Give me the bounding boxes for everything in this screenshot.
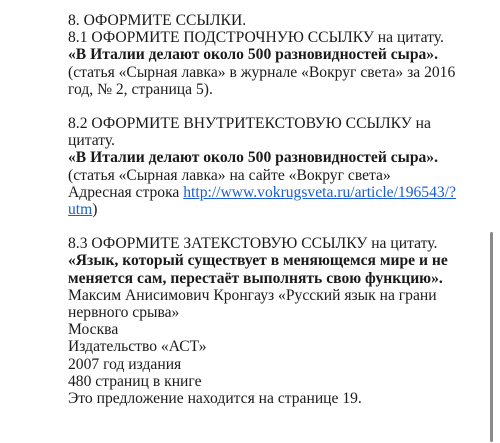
section-heading: 8. ОФОРМИТЕ ССЫЛКИ. — [68, 12, 247, 29]
article-url-link[interactable]: http://www.vokrugsveta.ru/article/196543/? — [183, 183, 456, 201]
task1-title: 8.1 ОФОРМИТЕ ПОДСТРОЧНУЮ ССЫЛКУ на цитату. — [68, 29, 444, 47]
task2-address-line2 — [68, 201, 488, 218]
address-label: Адресная строка — [68, 183, 184, 201]
task3-author-line2: нервного срыва» — [68, 304, 180, 322]
paragraph-gap — [68, 98, 488, 115]
task2-title-line2: цитату. — [68, 132, 115, 150]
task3-year: 2007 год издания — [68, 355, 182, 373]
task3-author-line1: Максим Анисимович Кронгауз «Русский язык на грани — [68, 286, 437, 304]
task3-city: Москва — [68, 321, 119, 339]
task3-quote-line2: меняется сам, перестаёт выполнять свою функцию». — [68, 269, 443, 287]
task3-publisher: Издательство «АСТ» — [68, 338, 207, 356]
task2-quote: «В Италии делают около 500 разновидностей сыра». — [68, 149, 439, 167]
task2-source-line1: (статья «Сырная лавка» на сайте «Вокруг света» — [68, 166, 391, 184]
task1-source-line1: (статья «Сырная лавка» в журнале «Вокруг света» за 2016 — [68, 63, 456, 81]
document-body — [68, 12, 488, 407]
task1-source-line2: год, № 2, страница 5). — [68, 80, 213, 98]
article-url-link-continued[interactable]: utm — [68, 201, 93, 219]
address-close-paren: ) — [92, 201, 98, 219]
task1-quote: «В Италии делают около 500 разновидностей сыра». — [68, 46, 439, 64]
task3-title: 8.3 ОФОРМИТЕ ЗАТЕКСТОВУЮ ССЫЛКУ на цитату. — [68, 235, 438, 253]
task2-title-line1: 8.2 ОФОРМИТЕ ВНУТРИТЕКСТОВУЮ ССЫЛКУ на — [68, 115, 431, 133]
task3-pages: 480 страниц в книге — [68, 372, 202, 390]
task2-address-line — [68, 184, 488, 201]
task3-quote-line1: «Язык, который существует в меняющемся мире и не — [68, 252, 448, 270]
paragraph-gap — [68, 218, 488, 235]
vertical-scrollbar[interactable] — [490, 232, 493, 442]
task3-note: Это предложение находится на странице 19. — [68, 390, 362, 408]
